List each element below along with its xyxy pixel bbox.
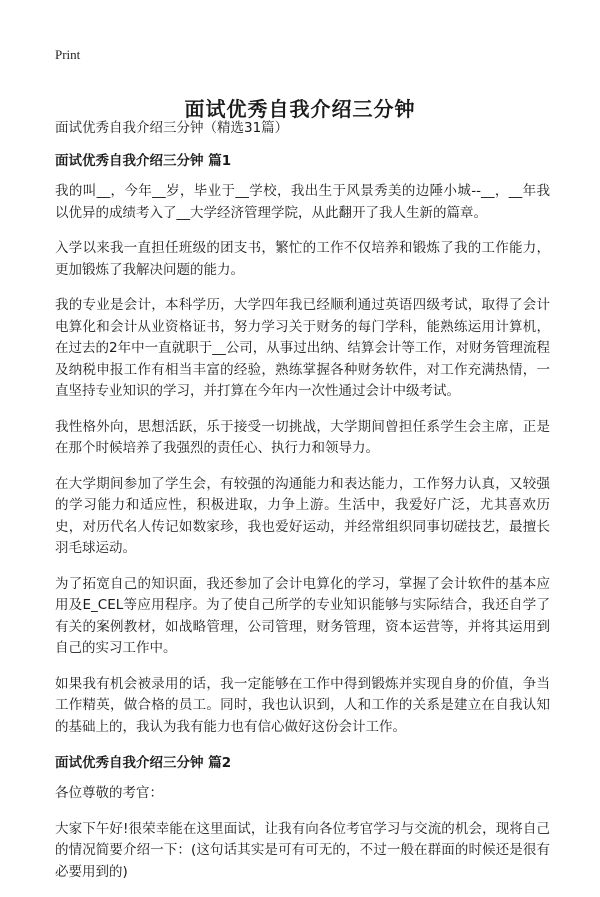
paragraph: 我的叫__，今年__岁，毕业于__学校，我出生于风景秀美的边陲小城--__，__年我以优异的成绩考入了__大学经济管理学院，从此翻开了我人生新的篇章。 [55,183,550,221]
section-heading: 面试优秀自我介绍三分钟 篇1 [55,153,232,169]
paragraph: 入学以来我一直担任班级的团支书，繁忙的工作不仅培养和锻炼了我的工作能力，更加锻炼了我解决问题的能力。 [55,240,550,278]
paragraph: 为了拓宽自己的知识面，我还参加了会计电算化的学习，掌握了会计软件的基本应用及E_CEL等应用程序。为了使自己所学的专业知识能够与实际结合，我还自学了有关的案例教材，如战略管理，公司管理，财务管理，资本运营等，并将其运用到自己的实习工作中。 [55,575,550,656]
paragraph: 在大学期间参加了学生会，有较强的沟通能力和表达能力，工作努力认真，又较强的学习能力和适应性，积极进取，力争上游。生活中，我爱好广泛，尤其喜欢历史，对历代名人传记如数家珍，我也爱好运动，并经常组织同事切磋技艺，最擅长羽毛球运动。 [55,475,550,556]
paragraph: 如果我有机会被录用的话，我一定能够在工作中得到锻炼并实现自身的价值，争当工作精英，做合格的员工。同时，我也认识到，人和工作的关系是建立在自我认知的基础上的，我认为我有能力也有信心做好这份会计工作。 [55,675,550,735]
print-link[interactable]: Print [55,47,81,62]
section-2 [55,752,550,883]
paragraph: 我性格外向，思想活跃，乐于接受一切挑战，大学期间曾担任系学生会主席，正是在那个时候培养了我强烈的责任心、执行力和领导力。 [55,418,550,456]
paragraph: 大家下午好!很荣幸能在这里面试，让我有向各位考官学习与交流的机会，现将自己的情况简要介绍一下：(这句话其实是可有可无的，不过一般在群面的时候还是很有必要用到的) [55,820,550,880]
paragraph: 各位尊敬的考官： [55,785,163,801]
section-heading: 面试优秀自我介绍三分钟 篇2 [55,755,232,771]
document-subtitle: 面试优秀自我介绍三分钟（精选31篇） [55,120,289,136]
paragraph: 我的专业是会计，本科学历，大学四年我已经顺利通过英语四级考试，取得了会计电算化和会计从业资格证书，努力学习关于财务的每门学科，能熟练运用计算机，在过去的2年中一直就职于__公司，从事过出纳、结算会计等工作，对财务管理流程及纳税申报工作有相当丰富的经验，熟练掌握各种财务软件，对工作充满热情，一直坚持专业知识的学习，并打算在今年内一次性通过会计中级考试。 [55,297,550,399]
document-body [55,117,550,897]
page-title: 面试优秀自我介绍三分钟 [184,97,416,122]
section-1 [55,150,550,738]
